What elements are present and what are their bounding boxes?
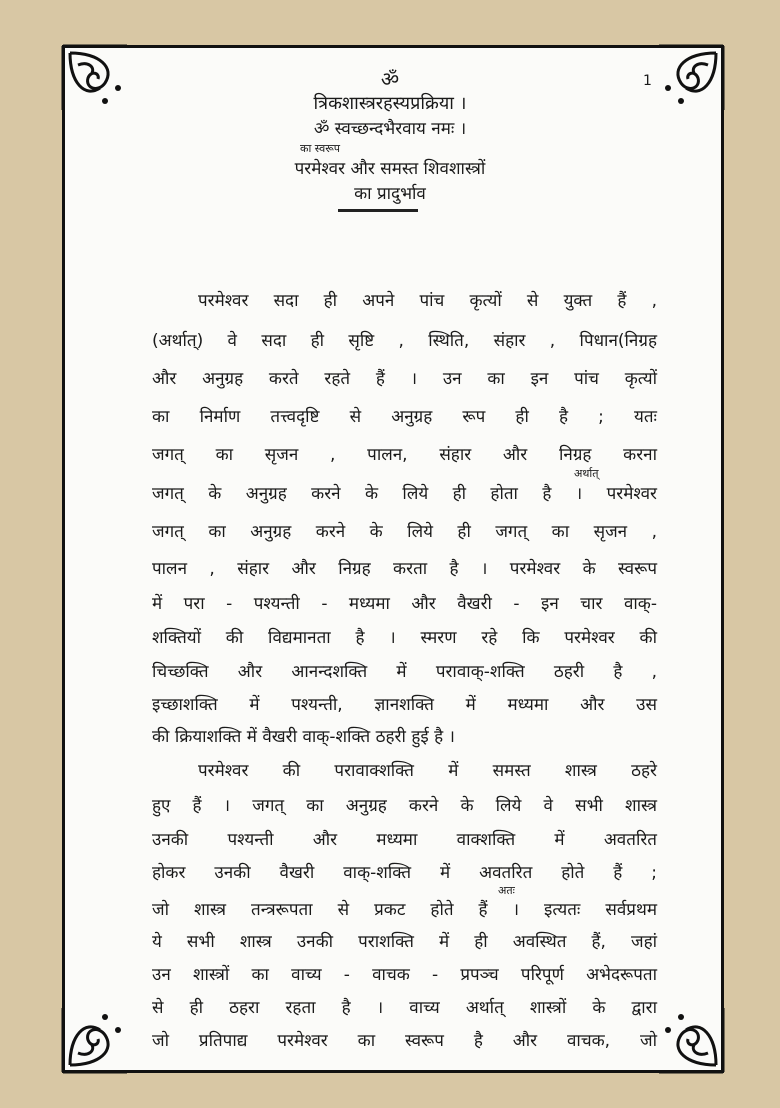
page-number: 1 — [643, 73, 652, 89]
paragraph2-line: ये सभी शास्त्र उनकी पराशक्ति में ही अवस्थित हैं, जहां — [152, 932, 657, 952]
heading-underline — [338, 209, 418, 212]
paragraph2-line: उनकी पश्यन्ती और मध्यमा वाक्शक्ति में अवतरित — [152, 830, 657, 850]
paragraph1-line: पालन , संहार और निग्रह करता है । परमेश्वर के स्वरूप — [152, 559, 657, 579]
paragraph1-line: इच्छाशक्ति में पश्यन्ती, ज्ञानशक्ति में मध्यमा और उस — [152, 695, 657, 715]
paragraph1-insertion: अर्थात् — [574, 467, 599, 480]
paragraph1-line: जगत् के अनुग्रह करने के लिये ही होता है । परमेश्वर — [152, 484, 657, 504]
paragraph2-line: से ही ठहरा रहता है । वाच्य अर्थात् शास्त्रों के द्वारा — [152, 998, 657, 1018]
heading-insertion: का स्वरूप — [300, 142, 340, 155]
paragraph1-line: शक्तियों की विद्यमानता है । स्मरण रहे कि परमेश्वर की — [152, 628, 657, 648]
paragraph1-line: (अर्थात्) वे सदा ही सृष्टि , स्थिति, संहार , पिधान(निग्रह — [152, 331, 657, 351]
paragraph1-line: जगत् का सृजन , पालन, संहार और निग्रह करना — [152, 445, 657, 465]
corner-ornament-icon — [656, 1005, 726, 1075]
page-title: त्रिकशास्त्ररहस्यप्रक्रिया । — [313, 93, 467, 114]
paragraph2-line: जो शास्त्र तन्त्ररूपता से प्रकट होते हैं । इत्यतः सर्वप्रथम — [152, 900, 657, 920]
om-symbol: ॐ — [380, 67, 400, 91]
heading-line-2: का प्रादुर्भाव — [354, 184, 426, 204]
paragraph1-line: का निर्माण तत्त्वदृष्टि से अनुग्रह रूप ही है ; यतः — [152, 407, 657, 427]
paragraph1-line: में परा - पश्यन्ती - मध्यमा और वैखरी - इन चार वाक्- — [152, 594, 657, 614]
paragraph1-line: परमेश्वर सदा ही अपने पांच कृत्यों से युक्त हैं , — [198, 291, 657, 311]
paragraph1-line: जगत् का अनुग्रह करने के लिये ही जगत् का सृजन , — [152, 522, 657, 542]
paragraph2-insertion: अतः — [498, 884, 515, 897]
corner-ornament-icon — [60, 1005, 130, 1075]
paragraph2-line: होकर उनकी वैखरी वाक्-शक्ति में अवतरित होते हैं ; — [152, 863, 657, 883]
paragraph2-line: जो प्रतिपाद्य परमेश्वर का स्वरूप है और वाचक, जो — [152, 1031, 657, 1051]
heading-line-1: परमेश्वर और समस्त शिवशास्त्रों — [294, 159, 486, 179]
paragraph1-line: और अनुग्रह करते रहते हैं । उन का इन पांच कृत्यों — [152, 369, 657, 389]
paragraph2-line: हुए हैं । जगत् का अनुग्रह करने के लिये वे सभी शास्त्र — [152, 796, 657, 816]
paragraph1-line: की क्रियाशक्ति में वैखरी वाक्-शक्ति ठहरी हुई है । — [152, 727, 455, 747]
paragraph2-line: परमेश्वर की परावाक्शक्ति में समस्त शास्त्र ठहरे — [198, 761, 657, 781]
invocation: ॐ स्वच्छन्दभैरवाय नमः । — [313, 119, 467, 139]
paragraph1-line: चिच्छक्ति और आनन्दशक्ति में परावाक्-शक्ति ठहरी है , — [152, 662, 657, 682]
paragraph2-line: उन शास्त्रों का वाच्य - वाचक - प्रपञ्च परिपूर्ण अभेदरूपता — [152, 965, 657, 985]
